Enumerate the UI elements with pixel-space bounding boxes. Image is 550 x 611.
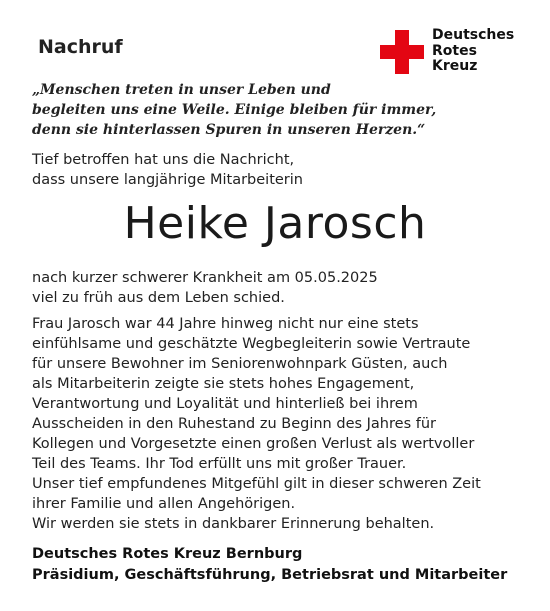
- intro-line: dass unsere langjährige Mitarbeiterin: [32, 172, 303, 188]
- text-line: Verantwortung und Loyalität und hinterließ bei ihrem: [32, 396, 418, 412]
- text-line: viel zu früh aus dem Leben schied.: [32, 290, 285, 306]
- tribute-paragraph: [32, 314, 532, 474]
- logo-line: Kreuz: [432, 58, 478, 74]
- text-line: als Mitarbeiterin zeigte sie stets hohes Engagement,: [32, 376, 415, 392]
- text-line: Teil des Teams. Ihr Tod erfüllt uns mit großer Trauer.: [32, 456, 407, 472]
- signature-line: Deutsches Rotes Kreuz Bernburg: [32, 546, 303, 562]
- text-line: nach kurzer schwerer Krankheit am 05.05.2025: [32, 270, 378, 286]
- quote-line: begleiten uns eine Weile. Einige bleiben für immer,: [32, 102, 437, 118]
- notice-heading: Nachruf: [38, 36, 123, 58]
- memorial-quote: [32, 80, 512, 140]
- text-line: Unser tief empfundenes Mitgefühl gilt in dieser schweren Zeit: [32, 476, 481, 492]
- signature-line: Präsidium, Geschäftsführung, Betriebsrat und Mitarbeiter: [32, 567, 508, 583]
- closing-paragraph: [32, 474, 532, 534]
- death-notice: [32, 268, 532, 308]
- red-cross-icon: [380, 30, 424, 74]
- quote-line: denn sie hinterlassen Spuren in unseren Herzen.“: [32, 122, 426, 138]
- text-line: einfühlsame und geschätzte Wegbegleiterin sowie Vertraute: [32, 336, 471, 352]
- intro-line: Tief betroffen hat uns die Nachricht,: [32, 152, 295, 168]
- text-line: ihrer Familie und allen Angehörigen.: [32, 496, 296, 512]
- text-line: Ausscheiden in den Ruhestand zu Beginn des Jahres für: [32, 416, 436, 432]
- signature-block: [32, 544, 532, 586]
- deceased-name: Heike Jarosch: [123, 198, 427, 249]
- text-line: Frau Jarosch war 44 Jahre hinweg nicht nur eine stets: [32, 316, 419, 332]
- logo-line: Rotes: [432, 42, 477, 59]
- intro-text: [32, 150, 512, 190]
- drk-logo: [380, 28, 520, 76]
- logo-wordmark: [432, 28, 514, 75]
- quote-line: „Menschen treten in unser Leben und: [32, 82, 331, 98]
- text-line: Kollegen und Vorgesetzte einen großen Verlust als wertvoller: [32, 436, 475, 452]
- logo-line: Deutsches: [432, 27, 515, 43]
- text-line: für unsere Bewohner im Seniorenwohnpark Güsten, auch: [32, 356, 448, 372]
- text-line: Wir werden sie stets in dankbarer Erinnerung behalten.: [32, 516, 435, 532]
